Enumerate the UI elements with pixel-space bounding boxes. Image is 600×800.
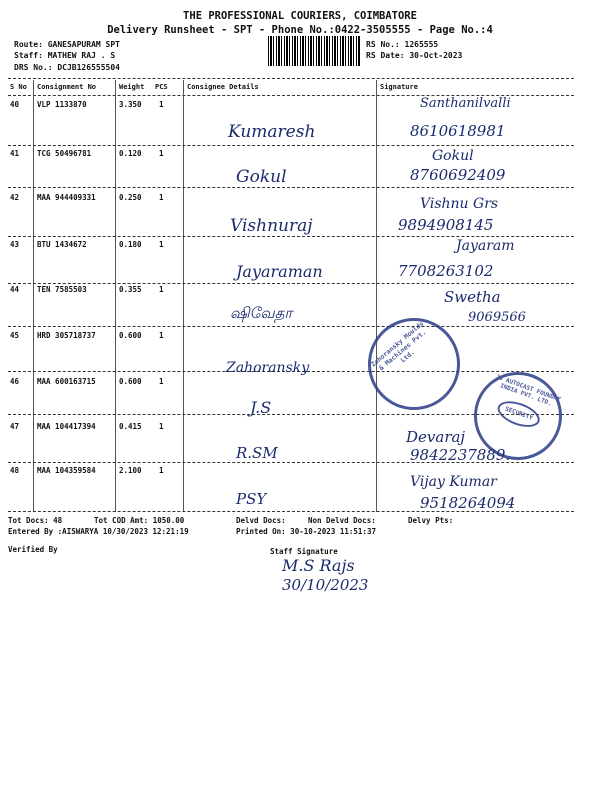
row-weight: 3.350 xyxy=(119,100,142,109)
row-sno: 42 xyxy=(10,193,20,202)
rs-date: RS Date: 30-Oct-2023 xyxy=(366,51,463,60)
row-weight: 2.100 xyxy=(119,466,142,475)
signature-handwriting: Gokul xyxy=(432,148,474,164)
col-header-sno: S No xyxy=(10,83,27,91)
row-sno: 47 xyxy=(10,422,20,431)
consignee-handwriting: Zahoransky xyxy=(226,360,310,376)
row-rule xyxy=(8,187,574,188)
non-delivered-docs: Non Delvd Docs: xyxy=(308,516,376,525)
col-header-pcs: PCS xyxy=(155,83,168,91)
staff-signature-label: Staff Signature xyxy=(270,547,338,556)
consignee-handwriting: Kumaresh xyxy=(228,122,316,142)
drs-number: DRS No.: DCJB126555504 xyxy=(14,63,120,72)
col-header-consignee: Consignee Details xyxy=(187,83,259,91)
phone-handwriting: 9894908145 xyxy=(398,216,494,234)
row-pcs: 1 xyxy=(159,331,164,340)
signature-handwriting: Swetha xyxy=(444,288,501,306)
row-rule xyxy=(8,283,574,284)
delivery-points: Delvy Pts: xyxy=(408,516,454,525)
row-weight: 0.250 xyxy=(119,193,142,202)
staff-label: Staff: MATHEW RAJ . S xyxy=(14,51,116,60)
row-consignment: MAA 104359584 xyxy=(37,466,96,475)
row-consignment: VLP 1133870 xyxy=(37,100,87,109)
col-header-consignment: Consignment No xyxy=(37,83,97,91)
row-consignment: MAA 600163715 xyxy=(37,377,96,386)
row-sno: 45 xyxy=(10,331,20,340)
phone-handwriting: 9069566 xyxy=(468,310,526,325)
company-stamp: Zahoransky Moulds & Machines Pvt. Ltd. xyxy=(349,299,479,429)
route-label: Route: GANESAPURAM SPT xyxy=(14,40,120,49)
row-pcs: 1 xyxy=(159,422,164,431)
consignee-handwriting: Vishnuraj xyxy=(230,216,313,236)
row-pcs: 1 xyxy=(159,149,164,158)
consignee-handwriting: ஷிவேதா xyxy=(230,304,293,322)
delivered-docs: Delvd Docs: xyxy=(236,516,286,525)
row-sno: 43 xyxy=(10,240,20,249)
row-sno: 40 xyxy=(10,100,20,109)
col-header-weight: Weight xyxy=(119,83,145,91)
consignee-handwriting: R.SM xyxy=(236,444,278,462)
row-pcs: 1 xyxy=(159,466,164,475)
row-pcs: 1 xyxy=(159,285,164,294)
rs-number: RS No.: 1265555 xyxy=(366,40,439,49)
row-pcs: 1 xyxy=(159,377,164,386)
verified-by-label: Verified By xyxy=(8,545,58,554)
phone-handwriting: 8610618981 xyxy=(410,122,506,140)
consignee-handwriting: PSY xyxy=(236,490,267,508)
row-sno: 48 xyxy=(10,466,20,475)
row-weight: 0.415 xyxy=(119,422,142,431)
signature-handwriting: Santhanilvalli xyxy=(420,96,511,111)
row-weight: 0.180 xyxy=(119,240,142,249)
signature-handwriting: Vijay Kumar xyxy=(410,474,497,490)
row-rule xyxy=(8,511,574,512)
row-weight: 0.600 xyxy=(119,377,142,386)
col-header-signature: Signature xyxy=(380,83,418,91)
consignee-handwriting: Gokul xyxy=(236,167,287,187)
row-rule xyxy=(8,326,574,327)
barcode-image xyxy=(268,36,360,66)
row-consignment: MAA 104417394 xyxy=(37,422,96,431)
row-pcs: 1 xyxy=(159,193,164,202)
signature-handwriting: Jayaram xyxy=(456,238,515,254)
phone-handwriting: 9842237889. xyxy=(410,446,511,464)
row-weight: 0.600 xyxy=(119,331,142,340)
entered-by: Entered By :AISWARYA 10/30/2023 12:21:19 xyxy=(8,527,189,536)
total-docs: Tot Docs: 48 xyxy=(8,516,63,525)
row-pcs: 1 xyxy=(159,100,164,109)
phone-handwriting: 7708263102 xyxy=(398,262,494,280)
document-title: THE PROFESSIONAL COURIERS, COIMBATORE xyxy=(183,10,417,22)
signature-handwriting: Vishnu Grs xyxy=(420,196,499,212)
row-pcs: 1 xyxy=(159,240,164,249)
consignee-initials: J.S xyxy=(250,398,272,417)
row-consignment: HRD 305718737 xyxy=(37,331,96,340)
staff-signature-handwriting: M.S Rajs xyxy=(282,556,355,575)
row-rule xyxy=(8,145,574,146)
row-rule xyxy=(8,236,574,237)
document-subtitle: Delivery Runsheet - SPT - Phone No.:0422-3505555 - Page No.:4 xyxy=(107,24,493,36)
row-rule xyxy=(8,462,574,463)
table-top-rule xyxy=(8,78,574,79)
staff-signature-date: 30/10/2023 xyxy=(282,576,369,594)
row-sno: 41 xyxy=(10,149,20,158)
phone-handwriting: 9518264094 xyxy=(420,494,516,512)
security-stamp: JS AUTOCAST FOUNDRY INDIA PVT. LTD. SECURITY xyxy=(462,360,575,473)
printed-on: Printed On: 30-10-2023 11:51:37 xyxy=(236,527,376,536)
row-consignment: BTU 1434672 xyxy=(37,240,87,249)
row-consignment: MAA 944409331 xyxy=(37,193,96,202)
signature-handwriting: Devaraj xyxy=(406,428,466,446)
total-cod: Tot COD Amt: 1050.00 xyxy=(94,516,185,525)
row-sno: 44 xyxy=(10,285,20,294)
row-sno: 46 xyxy=(10,377,20,386)
row-weight: 0.120 xyxy=(119,149,142,158)
consignee-handwriting: Jayaraman xyxy=(236,262,323,281)
row-consignment: TCG 50496781 xyxy=(37,149,92,158)
row-weight: 0.355 xyxy=(119,285,142,294)
row-consignment: TEN 7585503 xyxy=(37,285,87,294)
phone-handwriting: 8760692409 xyxy=(410,166,506,184)
